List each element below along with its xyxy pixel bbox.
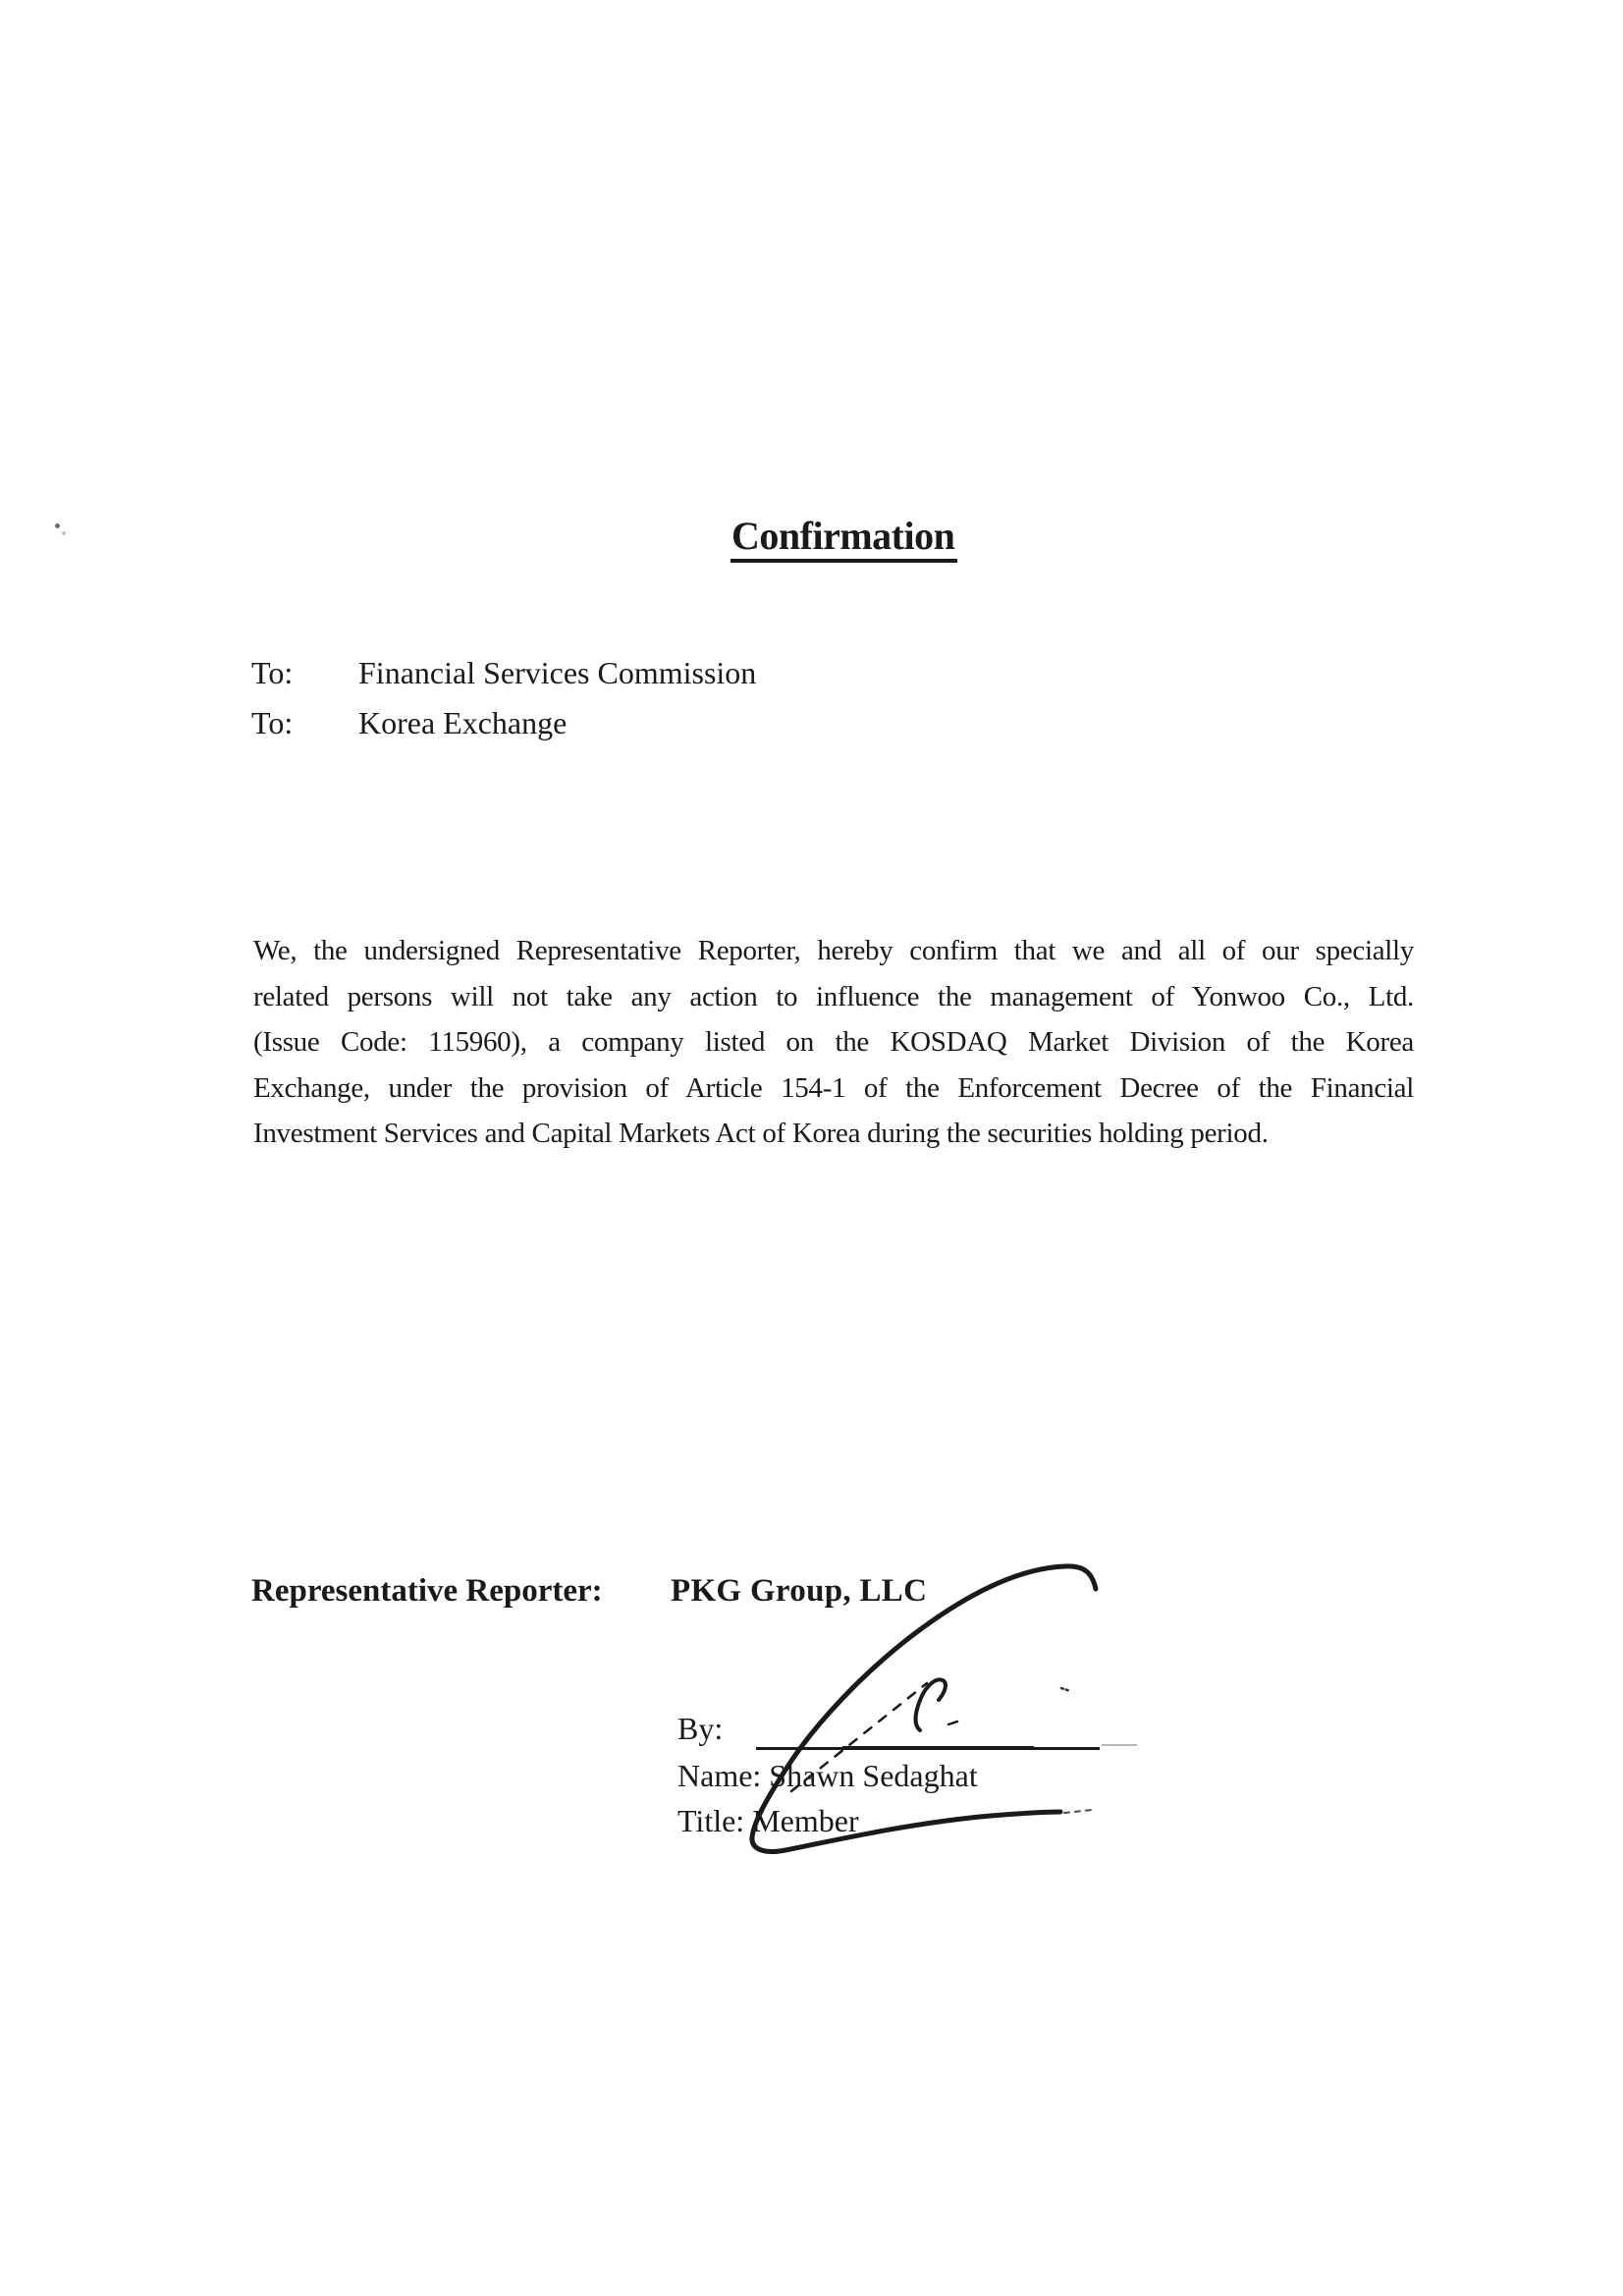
- recipient-row: [251, 657, 756, 688]
- paragraph-line: Exchange, under the provision of Article 154-1 of the Enforcement Decree of the Financial: [253, 1071, 1414, 1104]
- recipient-label: To:: [251, 655, 294, 690]
- by-label: By:: [677, 1711, 724, 1746]
- signature-line-tail: [1102, 1744, 1137, 1746]
- scan-noise-speck: [55, 523, 60, 528]
- paragraph-line: Investment Services and Capital Markets Act of Korea during the securities holding period.: [253, 1118, 1269, 1149]
- scan-noise-speck: [62, 531, 66, 535]
- signature-pen-mark: [948, 1722, 957, 1724]
- signature-line-ink: [842, 1746, 1034, 1750]
- page-title: [730, 514, 957, 563]
- signature-pen-dots: [1061, 1688, 1070, 1691]
- recipient-label: To:: [251, 705, 294, 740]
- recipient-name: Financial Services Commission: [358, 655, 757, 690]
- name-row: [677, 1760, 978, 1791]
- recipient-row: [251, 707, 756, 738]
- title-label: Title:: [677, 1803, 745, 1838]
- recipients-block: [251, 657, 756, 757]
- paragraph-line: (Issue Code: 115960), a company listed on the KOSDAQ Market Division of the Korea: [253, 1026, 1414, 1058]
- signature-tail-dashes: [1064, 1810, 1092, 1813]
- by-row: [677, 1713, 723, 1744]
- paragraph-line: We, the undersigned Representative Reporter, hereby confirm that we and all of our specially: [253, 935, 1414, 966]
- recipient-name: Korea Exchange: [358, 705, 568, 740]
- page-title-text: Confirmation: [730, 517, 957, 563]
- title-row: [677, 1805, 859, 1836]
- name-value: Shawn Sedaghat: [769, 1758, 978, 1793]
- company-name: PKG Group, LLC: [671, 1573, 928, 1609]
- title-value: Member: [752, 1803, 859, 1838]
- representative-reporter-label: Representative Reporter:: [251, 1573, 603, 1609]
- paragraph-line: related persons will not take any action to influence the management of Yonwoo Co., Ltd.: [253, 980, 1414, 1012]
- confirmation-paragraph: [253, 928, 1414, 1157]
- name-label: Name:: [677, 1758, 762, 1793]
- signature-hook-stroke: [916, 1679, 946, 1730]
